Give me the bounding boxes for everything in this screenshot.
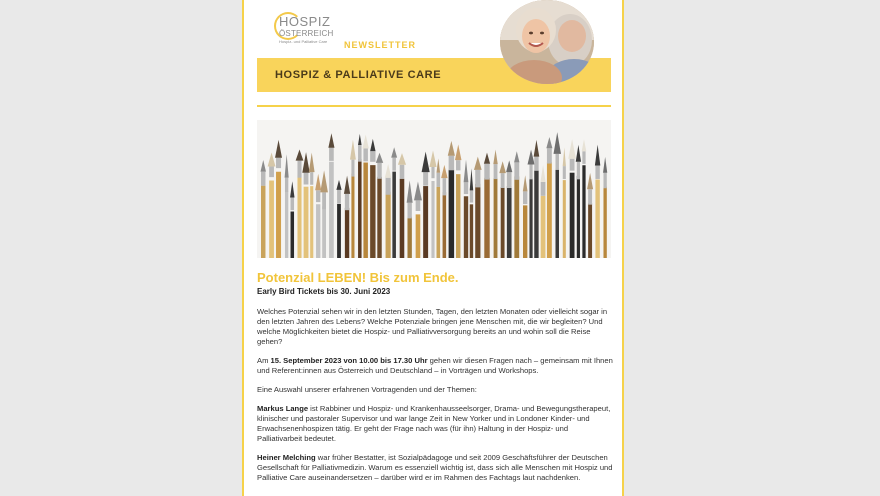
paintbrush — [336, 180, 341, 258]
article — [257, 270, 613, 492]
article-intro: Welches Potenzial sehen wir in den letzten Stunden, Tagen, den letzten Monaten oder vielleicht sogar in den letzten Jahren des Lebens? Welche Potenziale bringen jene Menschen mit, die wir begleiten? Und welche Möglichkeiten bietet die Hospiz- und Palliativversorgung bereits an und wohin soll die Reise gehen? — [257, 307, 608, 346]
logo-tagline: Hospiz- und Palliative Care — [279, 39, 328, 44]
paintbrush — [603, 157, 607, 258]
paintbrush — [595, 145, 600, 258]
newsletter-page — [242, 0, 624, 496]
paintbrush — [448, 141, 455, 258]
paintbrush — [385, 164, 392, 258]
paintbrush — [484, 153, 490, 258]
paintbrush — [290, 181, 294, 258]
paintbrush — [523, 175, 528, 258]
paintbrush — [358, 134, 362, 258]
paintbrush — [546, 137, 552, 258]
paintbrush — [328, 133, 334, 258]
speaker-1-text: ist Rabbiner und Hospiz- und Krankenhausseelsorger, Drama- und Bewegungstherapeut, klinischer und pastoraler Supervisor und war lange Zeit in New Yorker und in Londoner Kinder- und Erwachsenenhospizen tätig. Er geht der Frage nach was (für ihn) Haltung in der Hospiz- und Palliativarbeit bedeutet. — [257, 404, 611, 443]
speaker-2 — [257, 453, 613, 483]
article-selection: Eine Auswahl unserer erfahrenen Vortragenden und der Themen: — [257, 385, 477, 394]
banner-title: HOSPIZ & PALLIATIVE CARE — [275, 69, 442, 81]
logo-country: ÖSTERREICH — [279, 29, 334, 38]
article-subhead: Early Bird Tickets bis 30. Juni 2023 — [257, 287, 391, 296]
newsletter-label: NEWSLETTER — [344, 40, 416, 50]
paintbrush — [315, 174, 321, 258]
paintbrush — [534, 140, 540, 258]
speaker-2-name: Heiner Melching — [257, 453, 316, 462]
header-photo — [500, 0, 594, 84]
elderly-couple-photo-icon — [500, 0, 594, 84]
paintbrush — [506, 160, 512, 258]
paintbrush — [540, 165, 545, 258]
paintbrush — [261, 160, 266, 258]
speaker-1 — [257, 404, 613, 444]
hero-image — [257, 120, 611, 258]
date-prefix: Am — [257, 356, 271, 365]
speaker-1-name: Markus Lange — [257, 404, 309, 413]
speaker-2-text: war früher Bestatter, ist Sozialpädagoge und seit 2009 Geschäftsführer der Deutschen Gesellschaft für Palliativmedizin. Warum es essenziell wichtig ist, dass sich alle Menschen mit Hospiz und Palliative Care auseinandersetzen – darüber wird er im Rahmen des Fachtags laut nachdenken. — [257, 453, 613, 482]
logo-name: HOSPIZ — [279, 14, 331, 29]
paintbrush — [275, 140, 282, 258]
paintbrush — [493, 150, 497, 258]
paintbrush — [514, 151, 519, 258]
article-headline[interactable]: Potenzial LEBEN! Bis zum Ende. — [257, 270, 459, 285]
article-date-paragraph — [257, 356, 613, 376]
event-date: 15. September 2023 von 10.00 bis 17.30 Uhr — [270, 356, 428, 365]
paintbrush — [563, 147, 566, 258]
hospiz-logo[interactable] — [274, 12, 334, 52]
header-divider — [257, 105, 611, 107]
paintbrush — [370, 139, 375, 258]
date-rest: gehen wir diesen Fragen nach – gemeinsam mit Ihnen und Referent:innen aus Österreich und Deutschland – in Vorträgen und Workshops. — [257, 356, 613, 375]
newsletter-header — [244, 0, 622, 108]
paint-brushes-photo-icon — [257, 120, 611, 258]
paintbrush — [582, 139, 587, 258]
paintbrush — [436, 158, 440, 258]
